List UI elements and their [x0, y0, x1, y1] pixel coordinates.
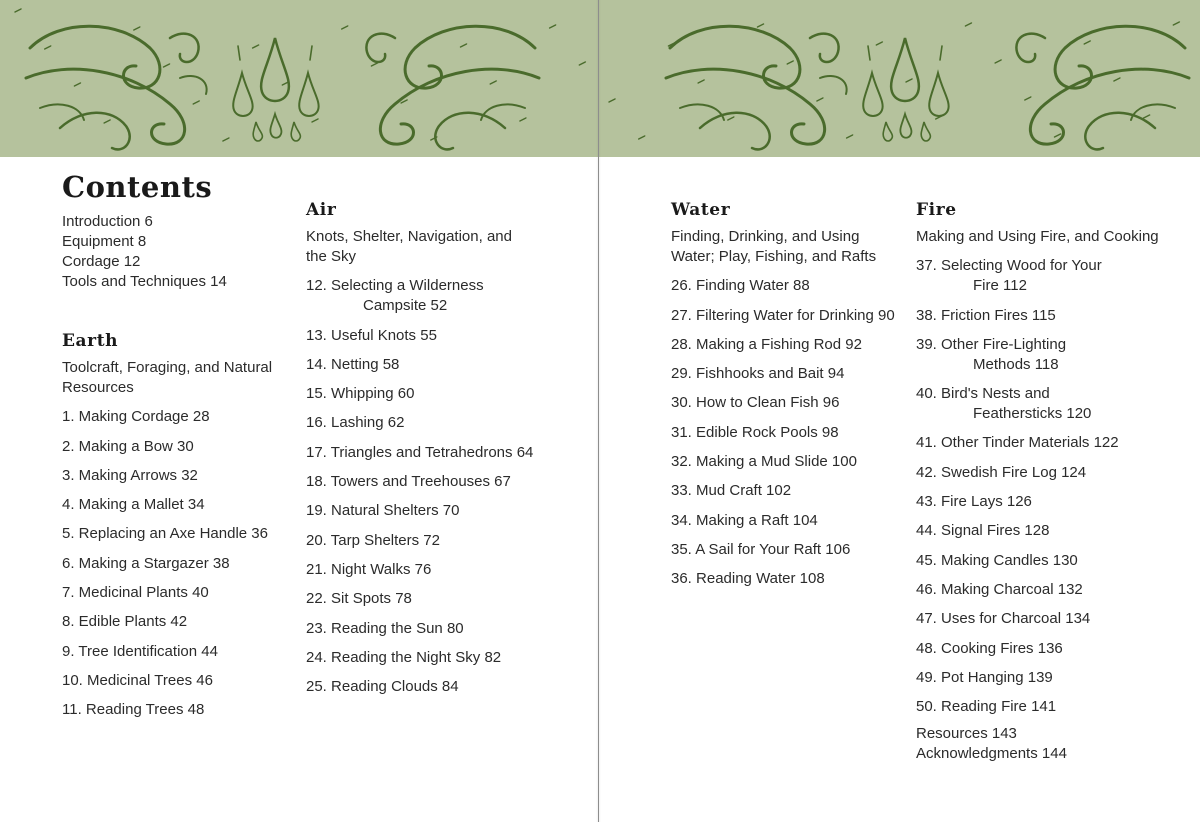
toc-entry	[62, 437, 292, 457]
toc-entry-text: 30. How to Clean Fish 96	[671, 394, 840, 412]
toc-entry-text: 44. Signal Fires 128	[916, 522, 1050, 540]
toc-entry-text: 2. Making a Bow 30	[62, 437, 194, 455]
toc-entry-text: 8. Edible Plants 42	[62, 613, 188, 631]
toc-entry-text: 29. Fishhooks and Bait 94	[671, 365, 845, 383]
toc-entry	[306, 677, 556, 697]
toc-entry-text: 5. Replacing an Axe Handle 36	[62, 525, 268, 543]
toc-entry-text: 27. Filtering Water for Drinking 90	[671, 306, 895, 324]
toc-entry-continuation: Campsite 52	[363, 297, 448, 315]
toc-entry	[671, 393, 901, 413]
section-heading-water: Water	[671, 200, 731, 220]
toc-entry-text: 36. Reading Water 108	[671, 570, 825, 588]
toc-entry-text: 11. Reading Trees 48	[62, 701, 205, 719]
toc-entry	[671, 364, 901, 384]
toc-entry	[916, 463, 1186, 483]
toc-entry	[671, 276, 901, 296]
column-water	[671, 199, 901, 589]
front-matter-item: Equipment 8	[62, 233, 147, 250]
toc-entry	[62, 583, 292, 603]
column-fire	[916, 199, 1186, 764]
toc-entry-text: 37. Selecting Wood for Your	[916, 257, 1102, 275]
front-matter-item: Cordage 12	[62, 253, 141, 270]
toc-entry	[306, 560, 556, 580]
back-matter-item: Resources 143	[916, 725, 1017, 743]
toc-entry-text: 45. Making Candles 130	[916, 551, 1078, 569]
toc-entry-text: 3. Making Arrows 32	[62, 466, 198, 484]
toc-entry-text: 43. Fire Lays 126	[916, 493, 1032, 511]
toc-entry	[671, 540, 901, 560]
subtitle-line: Water; Play, Fishing, and Rafts	[671, 248, 877, 265]
section-subtitle-water	[671, 227, 901, 267]
toc-entry	[306, 619, 556, 639]
section-subtitle-air	[306, 227, 556, 267]
front-matter-item: Tools and Techniques 14	[62, 273, 227, 290]
toc-entry	[62, 554, 292, 574]
toc-entry	[916, 521, 1186, 541]
toc-entry	[306, 472, 556, 492]
toc-entry	[62, 407, 292, 427]
toc-entry-text: 41. Other Tinder Materials 122	[916, 434, 1119, 452]
toc-entry-text: 34. Making a Raft 104	[671, 511, 818, 529]
section-heading-air: Air	[306, 200, 337, 220]
toc-entry-text: 18. Towers and Treehouses 67	[306, 473, 511, 491]
toc-entry-text: 47. Uses for Charcoal 134	[916, 610, 1091, 628]
toc-entry	[916, 433, 1186, 453]
toc-entry	[62, 700, 292, 720]
toc-entry	[306, 413, 556, 433]
toc-entry	[671, 335, 901, 355]
toc-entry-text: 38. Friction Fires 115	[916, 306, 1056, 324]
entry-list	[306, 276, 556, 697]
toc-entry	[916, 256, 1186, 296]
toc-entry-text: 15. Whipping 60	[306, 385, 415, 403]
entry-list	[62, 407, 292, 720]
toc-entry-text: 24. Reading the Night Sky 82	[306, 648, 502, 666]
section-heading-earth: Earth	[62, 331, 119, 351]
section-subtitle-fire	[916, 227, 1186, 247]
front-matter-item: Introduction 6	[62, 213, 153, 230]
toc-entry-text: 35. A Sail for Your Raft 106	[671, 540, 851, 558]
toc-entry	[671, 511, 901, 531]
entry-list	[916, 256, 1186, 717]
toc-entry-text: 21. Night Walks 76	[306, 560, 432, 578]
toc-entry	[62, 524, 292, 544]
back-matter-list	[916, 724, 1186, 764]
toc-entry-text: 40. Bird's Nests and	[916, 385, 1050, 403]
toc-entry	[306, 648, 556, 668]
toc-entry-text: 48. Cooking Fires 136	[916, 639, 1063, 657]
toc-entry	[916, 384, 1186, 424]
toc-entry	[306, 443, 556, 463]
toc-entry-text: 26. Finding Water 88	[671, 277, 810, 295]
toc-entry-text: 19. Natural Shelters 70	[306, 502, 460, 520]
toc-entry	[62, 671, 292, 691]
toc-entry	[916, 609, 1186, 629]
toc-entry-text: 42. Swedish Fire Log 124	[916, 463, 1087, 481]
toc-entry	[916, 580, 1186, 600]
toc-entry-text: 12. Selecting a Wilderness	[306, 277, 484, 295]
toc-entry-text: 22. Sit Spots 78	[306, 590, 412, 608]
page-gutter	[598, 0, 599, 822]
toc-entry-text: 28. Making a Fishing Rod 92	[671, 335, 862, 353]
earth-section	[62, 330, 292, 720]
section-heading-fire: Fire	[916, 200, 957, 220]
toc-entry-text: 14. Netting 58	[306, 355, 400, 373]
toc-entry	[916, 306, 1186, 326]
toc-entry	[306, 384, 556, 404]
subtitle-line: Toolcraft, Foraging, and Natural	[62, 359, 273, 376]
toc-entry-text: 32. Making a Mud Slide 100	[671, 453, 857, 471]
toc-entry-continuation: Feathersticks 120	[973, 405, 1092, 423]
subtitle-line: Resources	[62, 379, 134, 396]
toc-entry	[671, 569, 901, 589]
toc-entry-text: 9. Tree Identification 44	[62, 642, 218, 660]
subtitle-line: the Sky	[306, 248, 357, 265]
toc-entry-text: 10. Medicinal Trees 46	[62, 671, 213, 689]
subtitle-line: Finding, Drinking, and Using	[671, 228, 860, 245]
toc-entry	[916, 551, 1186, 571]
entry-list	[671, 276, 901, 589]
toc-entry-text: 17. Triangles and Tetrahedrons 64	[306, 443, 534, 461]
toc-entry	[306, 589, 556, 609]
toc-entry	[306, 355, 556, 375]
toc-entry-text: 39. Other Fire-Lighting	[916, 335, 1067, 353]
column-contents-earth	[62, 170, 292, 720]
toc-entry-text: 16. Lashing 62	[306, 414, 405, 432]
toc-entry-text: 20. Tarp Shelters 72	[306, 531, 440, 549]
toc-entry	[306, 326, 556, 346]
toc-entry-text: 13. Useful Knots 55	[306, 326, 437, 344]
toc-entry-text: 50. Reading Fire 141	[916, 698, 1057, 716]
toc-entry-continuation: Methods 118	[973, 355, 1059, 373]
toc-entry-text: 49. Pot Hanging 139	[916, 668, 1053, 686]
toc-entry-text: 46. Making Charcoal 132	[916, 580, 1083, 598]
toc-entry-text: 7. Medicinal Plants 40	[62, 584, 209, 602]
front-matter-list	[62, 212, 292, 292]
back-matter-item: Acknowledgments 144	[916, 745, 1067, 763]
column-air	[306, 199, 556, 697]
toc-entry	[62, 642, 292, 662]
toc-entry	[62, 495, 292, 515]
toc-entry-text: 33. Mud Craft 102	[671, 482, 792, 500]
toc-entry	[306, 276, 556, 316]
toc-entry-continuation: Fire 112	[973, 277, 1027, 295]
subtitle-line: Knots, Shelter, Navigation, and	[306, 228, 512, 245]
toc-entry-text: 23. Reading the Sun 80	[306, 619, 464, 637]
toc-entry	[671, 306, 901, 326]
toc-entry	[671, 452, 901, 472]
toc-entry-text: 25. Reading Clouds 84	[306, 678, 459, 696]
toc-entry	[62, 612, 292, 632]
section-subtitle-earth	[62, 358, 292, 398]
page-title: Contents	[62, 170, 213, 204]
toc-entry	[916, 697, 1186, 717]
toc-entry	[62, 466, 292, 486]
toc-entry	[671, 481, 901, 501]
toc-entry-text: 4. Making a Mallet 34	[62, 496, 205, 514]
toc-entry	[916, 668, 1186, 688]
toc-entry	[916, 492, 1186, 512]
toc-entry	[671, 423, 901, 443]
toc-entry-text: 6. Making a Stargazer 38	[62, 554, 230, 572]
toc-entry	[306, 531, 556, 551]
toc-entry	[306, 501, 556, 521]
toc-entry-text: 1. Making Cordage 28	[62, 408, 210, 426]
toc-entry	[916, 639, 1186, 659]
subtitle-line: Making and Using Fire, and Cooking	[916, 228, 1159, 245]
toc-entry	[916, 335, 1186, 375]
toc-entry-text: 31. Edible Rock Pools 98	[671, 423, 839, 441]
